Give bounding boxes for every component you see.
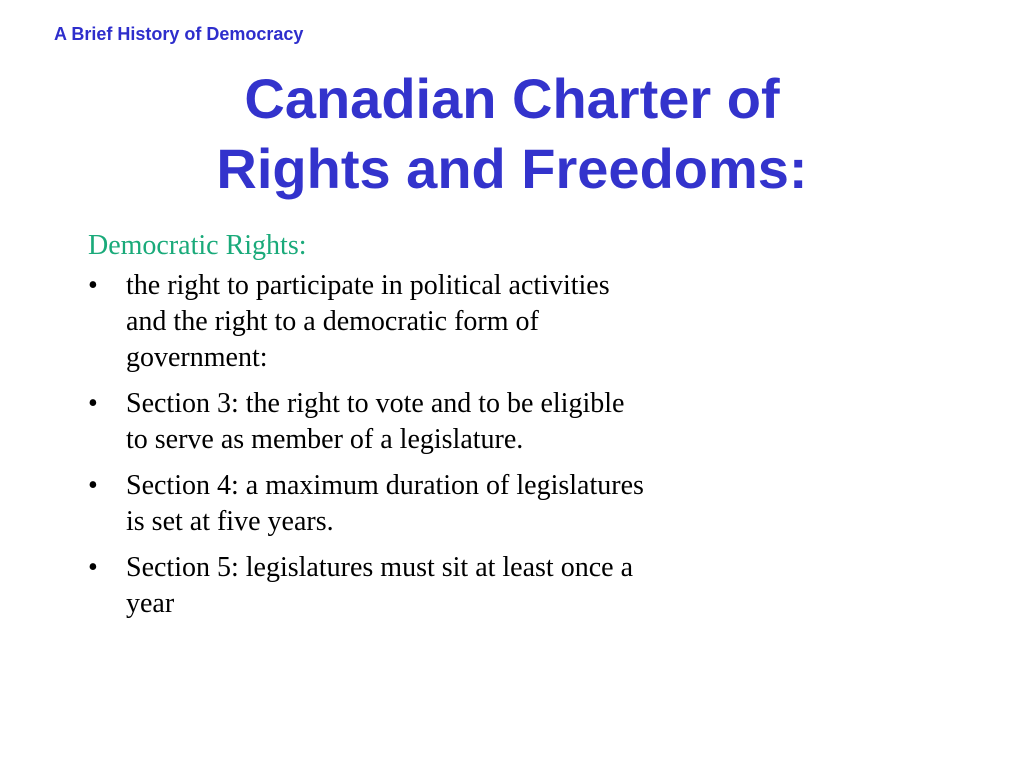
section-subheading: Democratic Rights: [88,230,307,261]
bullet-icon: • [88,388,98,419]
bullet-icon: • [88,270,98,301]
bullet-item [88,550,648,622]
bullet-text: Section 5: legislatures must sit at least once a year [126,552,633,619]
bullet-item [88,468,648,540]
slide-title-line-2: Rights and Freedoms: [216,137,808,200]
bullet-item [88,386,648,458]
bullet-icon: • [88,552,98,583]
bullet-text: Section 3: the right to vote and to be eligible to serve as member of a legislature. [126,388,625,455]
bullet-icon: • [88,470,98,501]
bullet-text: the right to participate in political activities and the right to a democratic form of government: [126,270,610,373]
bullet-item [88,268,648,376]
bullet-text: Section 4: a maximum duration of legislatures is set at five years. [126,470,644,537]
bullet-list [88,268,648,622]
slide-content [88,228,648,632]
presentation-header: A Brief History of Democracy [54,24,304,44]
slide-title-line-1: Canadian Charter of [244,67,780,130]
slide-title [0,64,1024,204]
